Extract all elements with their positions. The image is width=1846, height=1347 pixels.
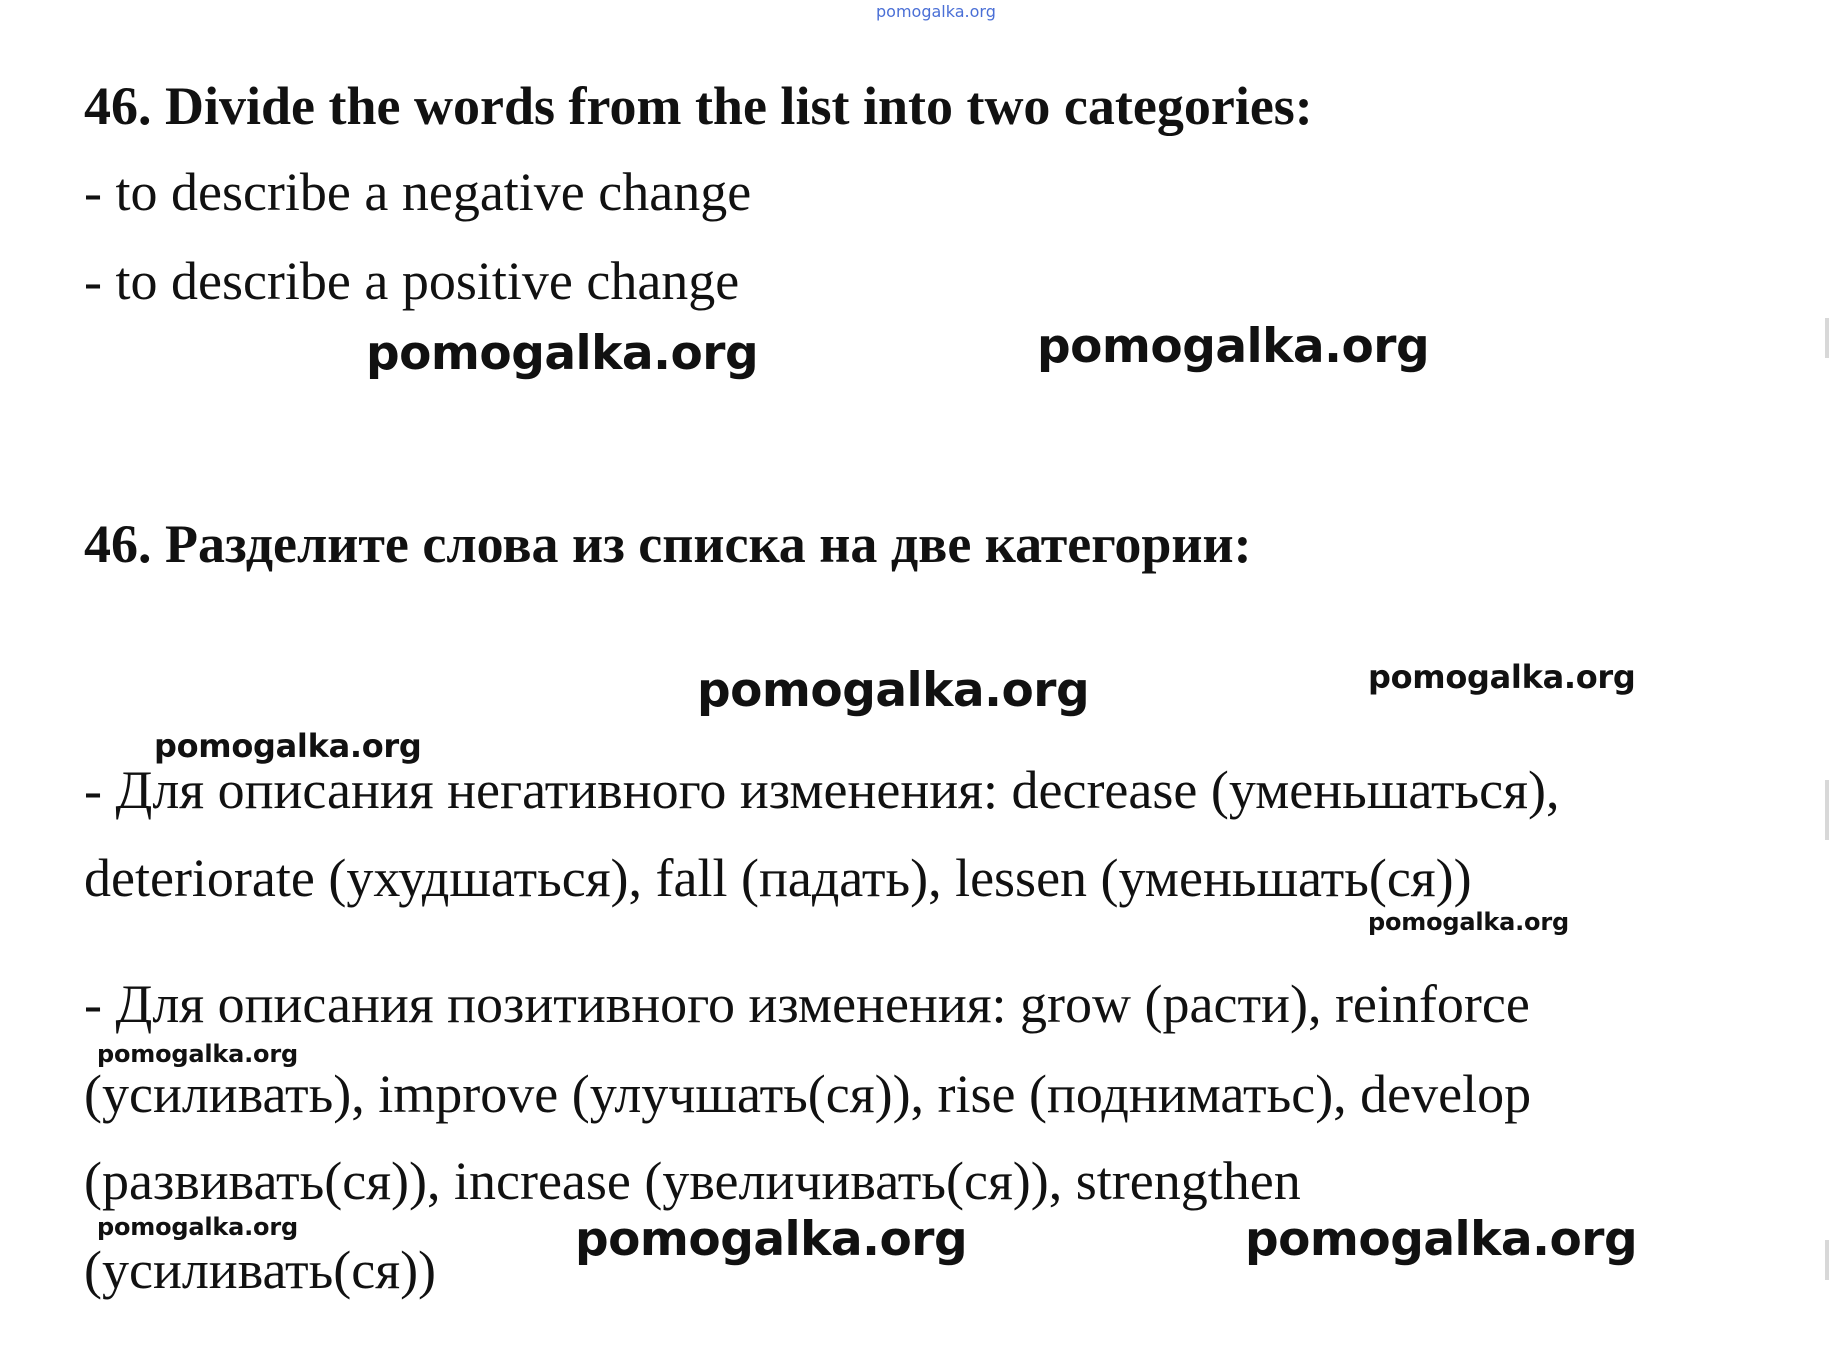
watermark: pomogalka.org [1037, 319, 1430, 374]
negative-change-line-1: - Для описания негативного изменения: decrease (уменьшаться), [84, 760, 1560, 820]
english-task-title: 46. Divide the words from the list into two categories: [84, 76, 1313, 136]
scan-edge-mark [1825, 780, 1829, 840]
watermark: pomogalka.org [366, 326, 759, 381]
positive-change-line-2: (усиливать), improve (улучшать(ся)), rise (подниматьс), develop [84, 1064, 1532, 1124]
top-watermark: pomogalka.org [876, 2, 996, 21]
scan-edge-mark [1825, 318, 1829, 358]
watermark: pomogalka.org [1368, 908, 1569, 936]
positive-change-line-3: (развивать(ся)), increase (увеличивать(ся)), strengthen [84, 1151, 1301, 1211]
watermark: pomogalka.org [97, 1213, 298, 1241]
watermark: pomogalka.org [697, 663, 1090, 718]
watermark: pomogalka.org [97, 1040, 298, 1068]
scan-edge-mark [1825, 1240, 1829, 1280]
watermark: pomogalka.org [575, 1212, 968, 1267]
negative-change-line-2: deteriorate (ухудшаться), fall (падать), lessen (уменьшать(ся)) [84, 848, 1472, 908]
positive-change-line-4: (усиливать(ся)) [84, 1240, 437, 1300]
watermark: pomogalka.org [1245, 1212, 1638, 1267]
positive-change-line-1: - Для описания позитивного изменения: grow (расти), reinforce [84, 974, 1530, 1034]
english-item-positive: - to describe a positive change [84, 251, 740, 311]
watermark: pomogalka.org [1368, 658, 1636, 696]
russian-task-title: 46. Разделите слова из списка на две категории: [84, 514, 1252, 574]
english-item-negative: - to describe a negative change [84, 162, 752, 222]
watermark: pomogalka.org [154, 727, 422, 765]
